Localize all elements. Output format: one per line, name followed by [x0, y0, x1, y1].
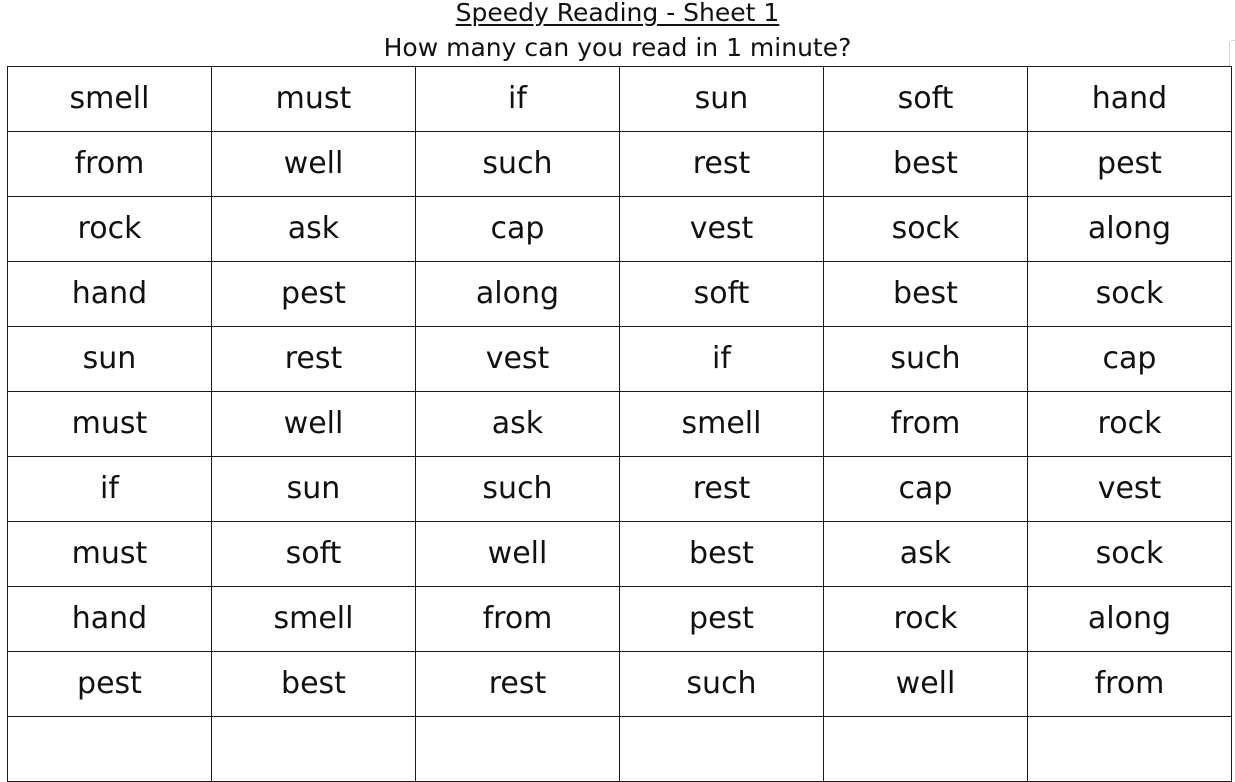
- word-cell: [416, 717, 620, 782]
- word-cell: such: [416, 457, 620, 522]
- word-cell: cap: [416, 197, 620, 262]
- word-cell: best: [824, 262, 1028, 327]
- word-cell: vest: [620, 197, 824, 262]
- word-cell: rock: [8, 197, 212, 262]
- word-cell: ask: [212, 197, 416, 262]
- sheet-title: Speedy Reading - Sheet 1: [455, 0, 780, 27]
- word-cell: such: [620, 652, 824, 717]
- word-cell: rest: [620, 457, 824, 522]
- word-row: [8, 587, 1232, 652]
- word-cell: if: [620, 327, 824, 392]
- word-cell: rest: [212, 327, 416, 392]
- word-cell: rock: [824, 587, 1028, 652]
- word-cell: sock: [1028, 262, 1232, 327]
- word-cell: smell: [212, 587, 416, 652]
- word-cell: best: [824, 132, 1028, 197]
- word-cell: best: [620, 522, 824, 587]
- word-row: [8, 197, 1232, 262]
- word-cell: pest: [212, 262, 416, 327]
- word-cell: pest: [1028, 132, 1232, 197]
- word-cell: hand: [1028, 67, 1232, 132]
- word-cell: soft: [824, 67, 1028, 132]
- word-cell: pest: [8, 652, 212, 717]
- word-cell: well: [212, 392, 416, 457]
- word-cell: cap: [1028, 327, 1232, 392]
- word-cell: sock: [824, 197, 1028, 262]
- word-cell: [620, 717, 824, 782]
- sheet-subtitle: How many can you read in 1 minute?: [383, 33, 852, 62]
- word-cell: hand: [8, 587, 212, 652]
- word-cell: sun: [212, 457, 416, 522]
- word-cell: smell: [620, 392, 824, 457]
- word-cell: best: [212, 652, 416, 717]
- word-cell: sun: [620, 67, 824, 132]
- word-cell: hand: [8, 262, 212, 327]
- word-row: [8, 327, 1232, 392]
- word-cell: vest: [416, 327, 620, 392]
- page-corner-mark: [1229, 40, 1235, 67]
- word-cell: rest: [620, 132, 824, 197]
- word-cell: vest: [1028, 457, 1232, 522]
- word-row: [8, 67, 1232, 132]
- word-cell: pest: [620, 587, 824, 652]
- word-cell: sun: [8, 327, 212, 392]
- word-cell: well: [416, 522, 620, 587]
- word-cell: ask: [416, 392, 620, 457]
- word-cell: must: [212, 67, 416, 132]
- word-row: [8, 522, 1232, 587]
- word-cell: sock: [1028, 522, 1232, 587]
- word-cell: ask: [824, 522, 1028, 587]
- word-cell: such: [824, 327, 1028, 392]
- word-cell: such: [416, 132, 620, 197]
- word-cell: from: [416, 587, 620, 652]
- word-cell: rock: [1028, 392, 1232, 457]
- word-cell: must: [8, 392, 212, 457]
- word-cell: from: [824, 392, 1028, 457]
- word-cell: from: [1028, 652, 1232, 717]
- word-cell: [1028, 717, 1232, 782]
- word-cell: soft: [620, 262, 824, 327]
- word-cell: if: [416, 67, 620, 132]
- word-cell: if: [8, 457, 212, 522]
- word-grid-body: [8, 67, 1232, 782]
- word-row: [8, 457, 1232, 522]
- word-cell: [212, 717, 416, 782]
- word-cell: must: [8, 522, 212, 587]
- word-grid: [7, 66, 1232, 782]
- word-cell: along: [416, 262, 620, 327]
- word-cell: [824, 717, 1028, 782]
- word-cell: [8, 717, 212, 782]
- word-row: [8, 392, 1232, 457]
- word-cell: soft: [212, 522, 416, 587]
- word-row: [8, 717, 1232, 782]
- word-cell: well: [212, 132, 416, 197]
- word-cell: along: [1028, 587, 1232, 652]
- word-row: [8, 652, 1232, 717]
- word-cell: cap: [824, 457, 1028, 522]
- word-cell: well: [824, 652, 1028, 717]
- word-cell: rest: [416, 652, 620, 717]
- word-cell: smell: [8, 67, 212, 132]
- word-cell: along: [1028, 197, 1232, 262]
- word-row: [8, 262, 1232, 327]
- word-cell: from: [8, 132, 212, 197]
- word-row: [8, 132, 1232, 197]
